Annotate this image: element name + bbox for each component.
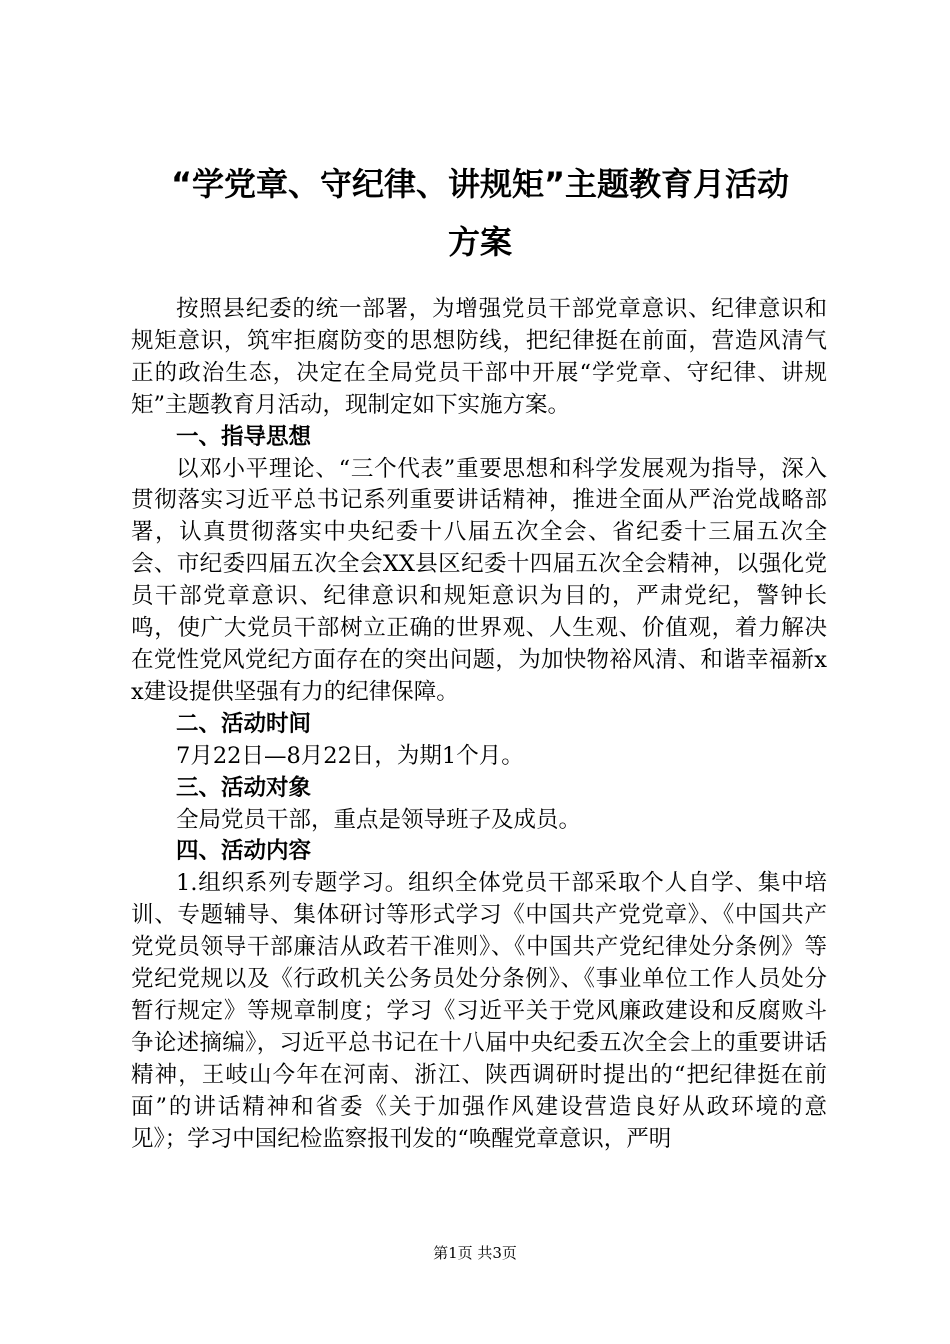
section-heading-activity-time: 二、活动时间	[176, 710, 312, 737]
section-text-activity-content: 1.组织系列专题学习。组织全体党员干部采取个人自学、集中培训、专题辅导、集体研讨等形式学习《中国共产党党章》、《中国共产党党员领导干部廉洁从政若干准则》、《中国共产党纪律处分条例》等党纪党规以及《行政机关公务员处分条例》、《事业单位工作人员处分暂行规定》等规章制度；学习《习近平关于党风廉政建设和反腐败斗争论述摘编》，习近平总书记在十八届中央纪委五次全会上的重要讲话精神，王岐山今年在河南、浙江、陕西调研时提出的“把纪律挺在前面”的讲话精神和省委《关于加强作风建设营造良好从政环境的意见》；学习中国纪检监察报刊发的“唤醒党章意识，严明	[131, 870, 827, 1152]
section-heading-guiding-thought: 一、指导思想	[176, 423, 312, 450]
section-heading-activity-content: 四、活动内容	[176, 838, 312, 865]
document-body	[131, 294, 827, 1155]
intro-paragraph: 按照县纪委的统一部署，为增强党员干部党章意识、纪律意识和规矩意识，筑牢拒腐防变的思想防线，把纪律挺在前面，营造风清气正的政治生态，决定在全局党员干部中开展“学党章、守纪律、讲规矩”主题教育月活动，现制定如下实施方案。	[131, 296, 827, 418]
document-title-line-1: “学党章、守纪律、讲规矩”主题教育月活动	[170, 165, 790, 203]
document-title-line-2: 方案	[447, 223, 512, 261]
section-heading-activity-target: 三、活动对象	[176, 774, 312, 801]
section-text-guiding-thought: 以邓小平理论、“三个代表”重要思想和科学发展观为指导，深入贯彻落实习近平总书记系列重要讲话精神，推进全面从严治党战略部署，认真贯彻落实中央纪委十八届五次全会、省纪委十三届五次全会、市纪委四届五次全会XX县区纪委十四届五次全会精神，以强化党员干部党章意识、纪律意识和规矩意识为目的，严肃党纪，警钟长鸣，使广大党员干部树立正确的世界观、人生观、价值观，着力解决在党性党风党纪方面存在的突出问题，为加快物裕风清、和谐幸福新xx建设提供坚强有力的纪律保障。	[131, 455, 827, 705]
section-text-activity-target: 全局党员干部，重点是领导班子及成员。	[176, 806, 582, 833]
section-text-activity-time: 7月22日—8月22日，为期1个月。	[176, 742, 524, 769]
page-number-footer: 第1页 共3页	[433, 1244, 517, 1262]
